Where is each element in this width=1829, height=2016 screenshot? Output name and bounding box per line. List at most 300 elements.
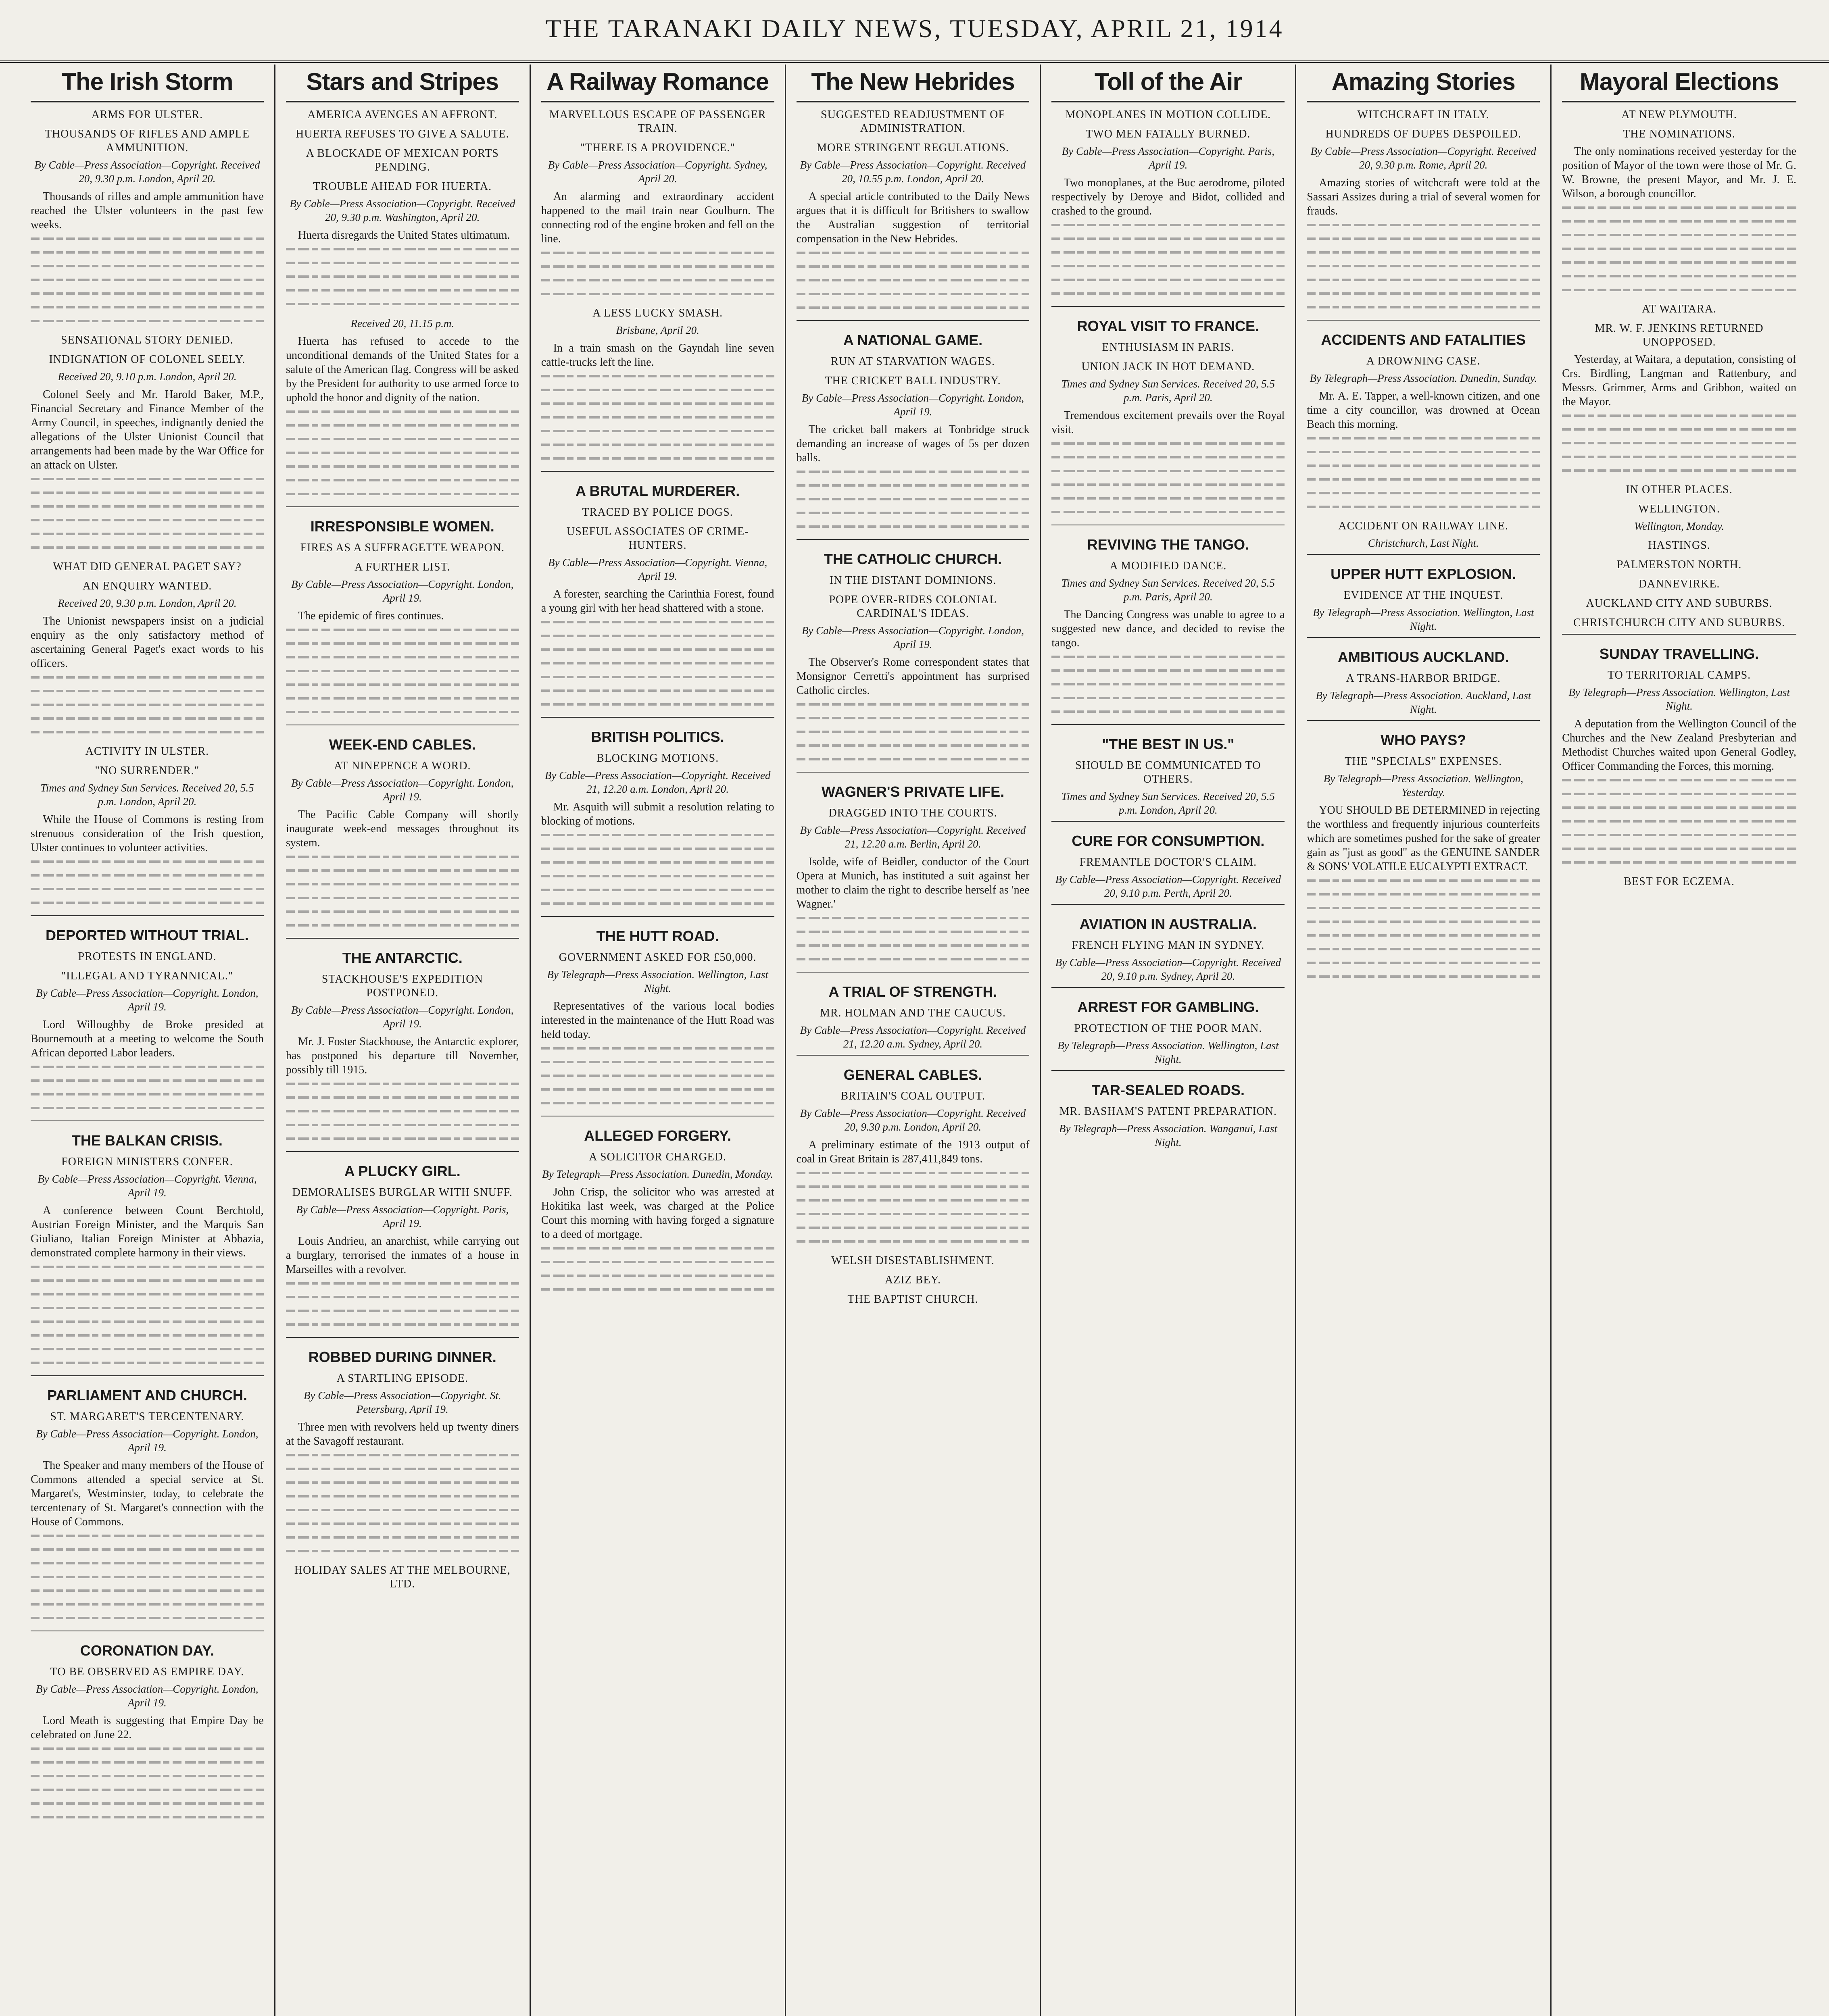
- text-line: [286, 1137, 519, 1140]
- article-dateline: By Telegraph—Press Association. Wellington, Last Night.: [1312, 606, 1534, 632]
- text-line: [286, 1509, 519, 1511]
- article-text: Yesterday, at Waitara, a deputation, consisting of Crs. Birdling, Langman and Rattenbury, and Messrs. Grimmer, Arms and Gribbon, waited on the Mayor.: [1562, 353, 1796, 408]
- text-line: [1562, 456, 1796, 458]
- text-line: [1051, 483, 1285, 486]
- article-dateline: Brisbane, April 20.: [616, 324, 699, 336]
- article-headline: A NATIONAL GAME.: [843, 332, 983, 348]
- text-line: [1051, 456, 1285, 458]
- text-line: [286, 1481, 519, 1484]
- article-subheading: USEFUL ASSOCIATES OF CRIME-HUNTERS.: [566, 525, 749, 552]
- column: [20, 65, 275, 2016]
- text-line: [541, 375, 774, 377]
- text-line: [31, 292, 264, 295]
- article-divider: [797, 539, 1030, 540]
- article-headline: A BRUTAL MURDERER.: [575, 483, 740, 499]
- text-lines: [31, 1535, 264, 1619]
- article-text: A special article contributed to the Daily News argues that it is difficult for Britishers to swallow the Australian suggestion of territorial compensation in the New Hebrides.: [796, 190, 1030, 245]
- article-dateline: By Cable—Press Association—Copyright. Paris, April 19.: [1062, 145, 1274, 171]
- text-lines: [1307, 879, 1540, 978]
- article-headline: ROYAL VISIT TO FRANCE.: [1077, 318, 1260, 334]
- article-text: Louis Andrieu, an anarchist, while carrying out a burglary, terrorised the inmates of a house in Marseilles with a revolver.: [286, 1235, 519, 1276]
- text-line: [1307, 437, 1540, 439]
- text-line: [1562, 220, 1796, 223]
- article-text: Two monoplanes, at the Buc aerodrome, piloted respectively by Deroye and Bidot, collided and crashed to the ground.: [1051, 177, 1285, 217]
- column: [1041, 65, 1296, 2016]
- text-line: [1051, 697, 1285, 699]
- text-line: [286, 1495, 519, 1497]
- article-subheading: MR. W. F. JENKINS RETURNED UNOPPOSED.: [1595, 322, 1764, 348]
- heading-rule: [797, 101, 1030, 102]
- article-dateline: By Cable—Press Association—Copyright. Vienna, April 19.: [548, 556, 767, 582]
- article-dateline: Times and Sydney Sun Services. Received 20, 5.5 p.m. London, April 20.: [1061, 790, 1275, 816]
- article-subheading: IN THE DISTANT DOMINIONS.: [829, 574, 997, 587]
- article-subheading: A SOLICITOR CHARGED.: [589, 1151, 726, 1163]
- text-line: [31, 704, 264, 706]
- text-line: [541, 1102, 774, 1104]
- text-line: [1307, 879, 1540, 882]
- text-line: [797, 279, 1030, 281]
- text-line: [31, 1334, 264, 1337]
- text-line: [31, 1348, 264, 1350]
- text-line: [797, 471, 1030, 473]
- text-line: [1307, 237, 1540, 240]
- article-divider: [1051, 306, 1285, 307]
- text-line: [797, 252, 1030, 254]
- text-line: [286, 303, 519, 305]
- article-headline: A TRIAL OF STRENGTH.: [828, 983, 997, 1000]
- column-heading: The New Hebrides: [811, 68, 1015, 95]
- article-divider: [31, 1375, 264, 1376]
- article-divider: [286, 1337, 519, 1338]
- article-subheading: TO BE OBSERVED AS EMPIRE DAY.: [50, 1666, 244, 1678]
- article-dateline: By Cable—Press Association—Copyright. Received 20, 9.30 p.m. Washington, April 20.: [290, 198, 515, 223]
- article-dateline: By Cable—Press Association—Copyright. St. Petersburg, April 19.: [303, 1389, 501, 1415]
- text-line: [286, 1468, 519, 1470]
- text-line: [797, 498, 1030, 500]
- text-line: [286, 452, 519, 454]
- text-line: [31, 1535, 264, 1537]
- article-divider: [1051, 1070, 1285, 1071]
- text-line: [286, 275, 519, 278]
- article-dateline: Times and Sydney Sun Services. Received 20, 5.5 p.m. London, April 20.: [40, 782, 254, 808]
- article-subheading: PROTECTION OF THE POOR MAN.: [1074, 1022, 1262, 1035]
- article-text: A forester, searching the Carinthia Forest, found a young girl with her head shattered with a stone.: [541, 588, 774, 614]
- text-line: [286, 1083, 519, 1085]
- text-line: [286, 289, 519, 292]
- text-line: [31, 1747, 264, 1750]
- article-headline: THE BALKAN CRISIS.: [71, 1132, 223, 1149]
- text-line: [1562, 275, 1796, 277]
- text-line: [31, 1603, 264, 1606]
- article-subheading: TROUBLE AHEAD FOR HUERTA.: [313, 180, 492, 193]
- article-dateline: By Cable—Press Association—Copyright. Received 21, 12.20 a.m. London, April 20.: [544, 769, 771, 795]
- article-dateline: By Cable—Press Association—Copyright. London, April 19.: [291, 578, 514, 604]
- text-line: [541, 416, 774, 419]
- article-headline: SUNDAY TRAVELLING.: [1599, 646, 1759, 662]
- text-line: [541, 1047, 774, 1050]
- text-line: [1562, 442, 1796, 444]
- text-line: [286, 1296, 519, 1298]
- text-lines: [31, 478, 264, 549]
- column: [275, 65, 531, 2016]
- text-line: [541, 402, 774, 405]
- article-subheading: MORE STRINGENT REGULATIONS.: [817, 142, 1009, 154]
- article-text: Lord Willoughby de Broke presided at Bournemouth at a meeting to welcome the South African deported Labor leaders.: [31, 1018, 264, 1059]
- article-divider: [1051, 821, 1285, 822]
- article-subheading: MONOPLANES IN MOTION COLLIDE.: [1065, 108, 1271, 121]
- article-headline: AMBITIOUS AUCKLAND.: [1337, 649, 1509, 665]
- article-subheading: THE NOMINATIONS.: [1623, 128, 1735, 140]
- text-line: [1562, 834, 1796, 836]
- article-headline: PARLIAMENT AND CHURCH.: [47, 1387, 247, 1404]
- article-text: The Dancing Congress was unable to agree to a suggested new dance, and decided to revise the tango.: [1051, 608, 1285, 649]
- text-line: [1051, 470, 1285, 472]
- text-lines: [286, 629, 519, 713]
- text-lines: [1562, 206, 1796, 291]
- article-dateline: By Telegraph—Press Association. Wellington, Last Night.: [1057, 1039, 1279, 1065]
- text-line: [286, 1550, 519, 1552]
- heading-rule: [1307, 101, 1540, 102]
- article-headline: THE ANTARCTIC.: [342, 950, 463, 966]
- article-subheading: TRACED BY POLICE DOGS.: [582, 506, 733, 519]
- text-line: [31, 265, 264, 267]
- article-text: Mr. A. E. Tapper, a well-known citizen, and one time a city councillor, was drowned at Ocean Beach this morning.: [1307, 390, 1540, 431]
- text-line: [541, 648, 774, 651]
- article-subheading: MARVELLOUS ESCAPE OF PASSENGER TRAIN.: [549, 108, 766, 135]
- article-subheading: THE BAPTIST CHURCH.: [847, 1293, 978, 1306]
- article-subheading: DANNEVIRKE.: [1638, 578, 1720, 590]
- article-divider: [286, 506, 519, 507]
- text-line: [31, 237, 264, 240]
- article-dateline: Received 20, 9.10 p.m. London, April 20.: [58, 371, 237, 383]
- text-line: [286, 493, 519, 495]
- text-line: [286, 711, 519, 713]
- text-line: [31, 1617, 264, 1619]
- text-line: [31, 1079, 264, 1082]
- article-divider: [1051, 904, 1285, 905]
- text-line: [31, 1320, 264, 1323]
- text-line: [797, 1172, 1030, 1174]
- text-lines: [541, 621, 774, 706]
- text-line: [541, 834, 774, 836]
- text-line: [541, 252, 774, 254]
- text-line: [31, 717, 264, 720]
- text-line: [541, 902, 774, 905]
- text-lines: [31, 676, 264, 733]
- text-line: [1307, 962, 1540, 964]
- text-line: [286, 1310, 519, 1312]
- article-dateline: By Telegraph—Press Association. Wellington, Yesterday.: [1323, 773, 1523, 798]
- text-line: [31, 860, 264, 863]
- article-divider: [541, 916, 774, 917]
- article-subheading: THE CRICKET BALL INDUSTRY.: [825, 375, 1001, 387]
- text-line: [1307, 506, 1540, 508]
- text-line: [1051, 511, 1285, 513]
- text-line: [31, 1293, 264, 1295]
- text-line: [286, 670, 519, 672]
- article-subheading: EVIDENCE AT THE INQUEST.: [1343, 589, 1504, 602]
- text-line: [541, 1075, 774, 1077]
- article-text: The Unionist newspapers insist on a judicial enquiry as the only satisfactory method of ascertaining General Paget's exact words to his officers.: [31, 615, 264, 670]
- article-headline: ACCIDENTS AND FATALITIES: [1321, 331, 1526, 348]
- article-dateline: By Cable—Press Association—Copyright. London, April 19.: [36, 1428, 259, 1454]
- article-subheading: IN OTHER PLACES.: [1626, 483, 1733, 496]
- text-line: [797, 1199, 1030, 1202]
- text-line: [31, 478, 264, 480]
- article-dateline: By Cable—Press Association—Copyright. Sydney, April 20.: [548, 159, 767, 185]
- article-subheading: MR. BASHAM'S PATENT PREPARATION.: [1059, 1105, 1277, 1118]
- text-line: [1051, 442, 1285, 445]
- article-subheading: A FURTHER LIST.: [354, 561, 450, 573]
- text-line: [286, 248, 519, 250]
- text-line: [1307, 224, 1540, 226]
- article-headline: "THE BEST IN US.": [1102, 736, 1235, 752]
- article-text: An alarming and extraordinary accident happened to the mail train near Goulburn. The connecting rod of the engine broken and fell on the line.: [541, 190, 774, 245]
- article-subheading: AN ENQUIRY WANTED.: [82, 580, 212, 592]
- article-dateline: By Telegraph—Press Association. Wanganui, Last Night.: [1059, 1123, 1277, 1148]
- article-text: Isolde, wife of Beidler, conductor of the Court Opera at Munich, has instituted a suit against her mother to claim the right to describe herself as 'nee Wagner.': [796, 856, 1030, 910]
- article-headline: WAGNER'S PRIVATE LIFE.: [821, 783, 1005, 800]
- article-text: John Crisp, the solicitor who was arrested at Hokitika last week, was charged at the Police Court this morning with having forged a signature to a deed of mortgage.: [541, 1186, 774, 1241]
- text-line: [31, 519, 264, 521]
- article-subheading: A LESS LUCKY SMASH.: [592, 307, 723, 319]
- text-lines: [31, 860, 264, 904]
- text-line: [541, 457, 774, 460]
- text-line: [31, 1775, 264, 1777]
- text-lines: [1051, 656, 1285, 713]
- text-line: [541, 1061, 774, 1063]
- article-subheading: BLOCKING MOTIONS.: [596, 752, 719, 764]
- text-line: [1307, 279, 1540, 281]
- text-line: [31, 1066, 264, 1068]
- text-line: [31, 731, 264, 733]
- article-dateline: By Cable—Press Association—Copyright. London, April 19.: [291, 1004, 514, 1030]
- text-line: [797, 944, 1030, 947]
- article-headline: AVIATION IN AUSTRALIA.: [1079, 916, 1257, 932]
- text-line: [797, 265, 1030, 268]
- text-line: [1562, 469, 1796, 472]
- article-headline: THE HUTT ROAD.: [596, 928, 719, 944]
- text-line: [31, 1789, 264, 1791]
- article-subheading: WELLINGTON.: [1638, 503, 1720, 515]
- article-text: While the House of Commons is resting from strenuous consideration of the Irish question, Ulster continues to volunteer activities.: [31, 813, 264, 854]
- article-dateline: By Cable—Press Association—Copyright. London, April 19.: [36, 1683, 259, 1709]
- text-lines: [1562, 779, 1796, 864]
- article-dateline: By Cable—Press Association—Copyright. Paris, April 19.: [296, 1204, 509, 1229]
- column-heading: Mayoral Elections: [1579, 68, 1779, 95]
- text-line: [797, 744, 1030, 747]
- article-dateline: Received 20, 9.30 p.m. London, April 20.: [58, 597, 237, 609]
- text-lines: [797, 1172, 1030, 1243]
- text-line: [541, 676, 774, 678]
- article-subheading: SENSATIONAL STORY DENIED.: [61, 334, 234, 346]
- article-headline: CORONATION DAY.: [80, 1642, 214, 1659]
- text-line: [797, 917, 1030, 919]
- article-subheading: A BLOCKADE OF MEXICAN PORTS PENDING.: [306, 147, 499, 173]
- article-dateline: By Cable—Press Association—Copyright. Vienna, April 19.: [38, 1173, 257, 1199]
- text-line: [286, 1124, 519, 1126]
- column-heading: Stars and Stripes: [306, 68, 499, 95]
- article-divider: [797, 772, 1030, 773]
- text-line: [31, 874, 264, 877]
- text-lines: [286, 410, 519, 495]
- article-divider: [797, 320, 1030, 321]
- article-subheading: THE "SPECIALS" EXPENSES.: [1345, 755, 1502, 768]
- article-dateline: Wellington, Monday.: [1634, 520, 1725, 532]
- article-subheading: ACCIDENT ON RAILWAY LINE.: [1338, 520, 1509, 532]
- text-line: [797, 525, 1030, 528]
- text-line: [1051, 656, 1285, 658]
- heading-rule: [31, 101, 264, 102]
- article-subheading: WHAT DID GENERAL PAGET SAY?: [53, 560, 242, 573]
- article-dateline: By Cable—Press Association—Copyright. Received 20, 9.10 p.m. Perth, April 20.: [1055, 873, 1281, 899]
- text-line: [1307, 907, 1540, 909]
- article-dateline: By Telegraph—Press Association. Wellington, Last Night.: [1568, 686, 1790, 712]
- article-subheading: UNION JACK IN HOT DEMAND.: [1081, 360, 1255, 373]
- text-lines: [541, 834, 774, 905]
- text-lines: [541, 1047, 774, 1104]
- text-line: [31, 320, 264, 322]
- article-divider: [1307, 637, 1540, 638]
- text-line: [286, 1282, 519, 1285]
- text-line: [31, 1576, 264, 1578]
- heading-rule: [286, 101, 519, 102]
- text-lines: [797, 917, 1030, 960]
- text-line: [797, 717, 1030, 719]
- text-line: [31, 1562, 264, 1564]
- article-dateline: By Cable—Press Association—Copyright. Received 20, 9.30 p.m. London, April 20.: [34, 159, 260, 185]
- text-line: [1307, 893, 1540, 896]
- article-dateline: By Cable—Press Association—Copyright. London, April 19.: [36, 987, 259, 1013]
- text-line: [286, 262, 519, 264]
- article-dateline: By Telegraph—Press Association. Dunedin, Monday.: [542, 1168, 773, 1180]
- text-lines: [541, 375, 774, 460]
- text-line: [1051, 292, 1285, 295]
- text-lines: [797, 252, 1030, 309]
- article-dateline: By Telegraph—Press Association. Dunedin, Sunday.: [1310, 372, 1537, 384]
- article-divider: [541, 471, 774, 472]
- article-subheading: A STARTLING EPISODE.: [336, 1372, 468, 1385]
- text-line: [541, 1247, 774, 1250]
- article-dateline: Christchurch, Last Night.: [1368, 537, 1479, 549]
- article-text: The Observer's Rome correspondent states that Monsignor Cerretti's appointment has surprised Catholic circles.: [796, 656, 1030, 697]
- article-subheading: ARMS FOR ULSTER.: [91, 108, 203, 121]
- article-dateline: By Cable—Press Association—Copyright. Received 21, 12.20 a.m. Berlin, April 20.: [800, 824, 1026, 850]
- text-line: [286, 479, 519, 481]
- article-text: Colonel Seely and Mr. Harold Baker, M.P., Financial Secretary and Finance Member of the Army Council, in speeches, indignantly denied the allegations of the Ulster Unionist Council that arrangements had been made by the War Office for an attack on Ulster.: [31, 388, 264, 471]
- article-divider: [1051, 724, 1285, 725]
- text-line: [31, 492, 264, 494]
- text-line: [541, 848, 774, 850]
- article-text: The only nominations received yesterday for the position of Mayor of the town were those of Mr. G. W. Browne, the present Mayor, and Mr. J. E. Wilson, a borough councillor.: [1562, 145, 1796, 200]
- text-line: [286, 424, 519, 427]
- column: [1296, 65, 1552, 2016]
- text-line: [541, 889, 774, 891]
- article-dateline: By Cable—Press Association—Copyright. London, April 19.: [291, 777, 514, 803]
- article-headline: WHO PAYS?: [1381, 732, 1466, 748]
- article-subheading: A TRANS-HARBOR BRIDGE.: [1346, 672, 1501, 685]
- text-lines: [31, 1747, 264, 1818]
- text-line: [797, 306, 1030, 309]
- text-line: [286, 897, 519, 899]
- article-subheading: AUCKLAND CITY AND SUBURBS.: [1586, 597, 1773, 610]
- text-line: [1051, 669, 1285, 672]
- text-line: [286, 1454, 519, 1456]
- text-line: [1307, 292, 1540, 295]
- text-line: [1562, 234, 1796, 236]
- text-lines: [286, 1282, 519, 1326]
- article-text: YOU SHOULD BE DETERMINED in rejecting the worthless and frequently injurious counterfeits which are sometimes pushed for the sake of greater gain as "just as good" as the GENUINE SANDER & SONS' VOLATILE EUCALYPTI EXTRACT.: [1307, 804, 1540, 873]
- article-text: Tremendous excitement prevails over the Royal visit.: [1051, 409, 1285, 436]
- article-subheading: WELSH DISESTABLISHMENT.: [831, 1254, 995, 1267]
- heading-rule: [1562, 101, 1796, 102]
- text-line: [1307, 265, 1540, 267]
- text-line: [286, 1536, 519, 1539]
- text-line: [541, 279, 774, 281]
- article-text: Mr. J. Foster Stackhouse, the Antarctic explorer, has postponed his departure till November, possibly till 1915.: [286, 1035, 519, 1076]
- text-line: [541, 430, 774, 432]
- article-text: A conference between Count Berchtold, Austrian Foreign Minister, and the Marquis San Giuliano, Italian Foreign Minister at Abbazia, demonstrated complete harmony in their views.: [31, 1204, 264, 1259]
- text-line: [286, 465, 519, 468]
- heading-rule: [1051, 101, 1285, 102]
- article-subheading: FREMANTLE DOCTOR'S CLAIM.: [1079, 856, 1257, 868]
- text-line: [31, 1362, 264, 1364]
- article-divider: [1307, 554, 1540, 555]
- text-line: [286, 883, 519, 885]
- article-headline: DEPORTED WITHOUT TRIAL.: [45, 927, 249, 943]
- text-line: [1562, 861, 1796, 864]
- text-line: [541, 621, 774, 623]
- article-headline: A PLUCKY GIRL.: [344, 1163, 461, 1179]
- text-line: [541, 703, 774, 706]
- text-line: [1562, 414, 1796, 417]
- text-line: [797, 512, 1030, 514]
- text-line: [541, 662, 774, 664]
- text-lines: [31, 237, 264, 322]
- article-subheading: AT WAITARA.: [1642, 303, 1717, 315]
- article-text: Three men with revolvers held up twenty diners at the Savagoff restaurant.: [286, 1421, 519, 1447]
- text-line: [541, 1275, 774, 1277]
- article-subheading: HASTINGS.: [1648, 539, 1710, 552]
- text-lines: [541, 252, 774, 295]
- text-line: [1562, 848, 1796, 850]
- text-line: [1307, 921, 1540, 923]
- article-text: Lord Meath is suggesting that Empire Day be celebrated on June 22.: [31, 1714, 264, 1741]
- article-headline: ARREST FOR GAMBLING.: [1077, 999, 1259, 1015]
- text-line: [31, 1589, 264, 1592]
- text-line: [286, 1110, 519, 1112]
- text-line: [797, 931, 1030, 933]
- article-subheading: PROTESTS IN ENGLAND.: [78, 950, 217, 963]
- text-line: [1051, 683, 1285, 685]
- text-line: [1051, 497, 1285, 500]
- text-line: [31, 279, 264, 281]
- article-subheading: SHOULD BE COMMUNICATED TO OTHERS.: [1075, 759, 1261, 785]
- article-subheading: "ILLEGAL AND TYRANNICAL.": [61, 970, 234, 982]
- text-lines: [1307, 224, 1540, 308]
- text-line: [541, 1261, 774, 1263]
- article-divider: [31, 1120, 264, 1121]
- article-text: The Speaker and many members of the House of Commons attended a special service at St. Margaret's, Westminster, today, to celebrate the tercentenary of St. Margaret's connection with the House of Commons.: [31, 1459, 264, 1528]
- text-line: [541, 293, 774, 295]
- article-dateline: By Cable—Press Association—Copyright. Received 20, 9.30 p.m. Rome, April 20.: [1310, 145, 1536, 171]
- article-subheading: HUNDREDS OF DUPES DESPOILED.: [1325, 128, 1521, 140]
- text-line: [31, 1093, 264, 1095]
- article-divider: [1307, 320, 1540, 321]
- text-line: [1307, 934, 1540, 937]
- text-line: [1307, 492, 1540, 494]
- article-subheading: POPE OVER-RIDES COLONIAL CARDINAL'S IDEAS.: [829, 594, 997, 620]
